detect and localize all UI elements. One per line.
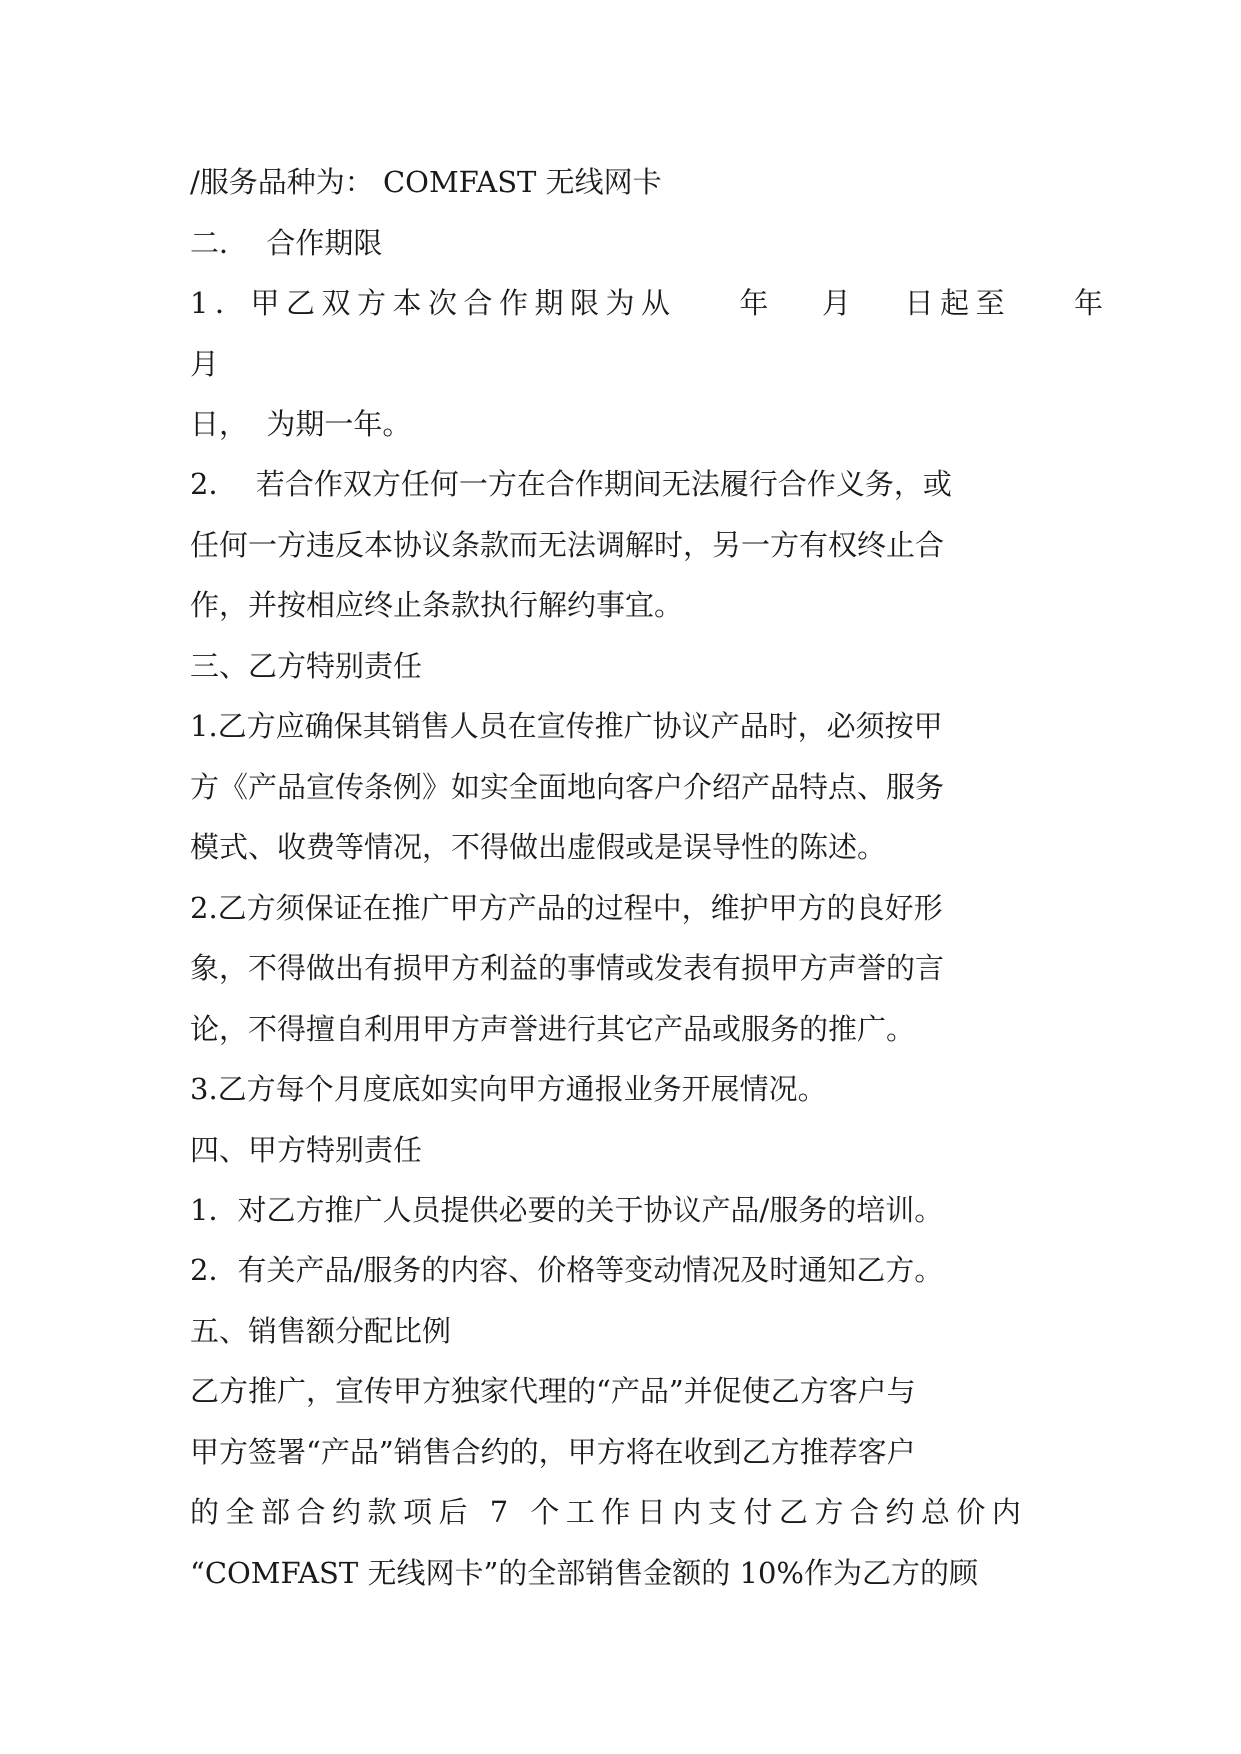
text-line: 月 xyxy=(190,347,220,381)
text-line: 作，并按相应终止条款执行解约事宜。 xyxy=(190,588,684,622)
text-line: 乙方推广，宣传甲方独家代理的“产品”并促使乙方客户与 xyxy=(190,1374,916,1408)
text-line: 论，不得擅自利用甲方声誉进行其它产品或服务的推广。 xyxy=(190,1012,916,1046)
text-line: 2．有关产品/服务的内容、价格等变动情况及时通知乙方。 xyxy=(190,1253,944,1287)
text-line: 1.乙方应确保其销售人员在宣传推广协议产品时，必须按甲 xyxy=(190,709,943,743)
text-line: 象，不得做出有损甲方利益的事情或发表有损甲方声誉的言 xyxy=(190,951,945,985)
text-line: 1．甲乙双方本次合作期限为从 年 月 日起至 年 xyxy=(190,286,1110,320)
text-line: 模式、收费等情况，不得做出虚假或是误导性的陈述。 xyxy=(190,830,887,864)
section-heading: 二． 合作期限 xyxy=(190,226,383,260)
text-line: “COMFAST 无线网卡”的全部销售金额的 10%作为乙方的顾 xyxy=(190,1556,978,1590)
text-line: 日， 为期一年。 xyxy=(190,407,412,441)
section-heading: 五、销售额分配比例 xyxy=(190,1314,452,1348)
text-line: 2． 若合作双方任何一方在合作期间无法履行合作义务，或 xyxy=(190,467,952,501)
section-heading: 三、乙方特别责任 xyxy=(190,649,423,683)
text-line: 甲方签署“产品”销售合约的，甲方将在收到乙方推荐客户 xyxy=(190,1435,916,1469)
text-line: 方《产品宣传条例》如实全面地向客户介绍产品特点、服务 xyxy=(190,770,945,804)
text-line: 任何一方违反本协议条款而无法调解时，另一方有权终止合 xyxy=(190,528,945,562)
text-line: /服务品种为： COMFAST 无线网卡 xyxy=(190,165,662,199)
text-line: 的全部合约款项后 7 个工作日内支付乙方合约总价内 xyxy=(190,1495,1028,1529)
text-line: 1．对乙方推广人员提供必要的关于协议产品/服务的培训。 xyxy=(190,1193,944,1227)
section-heading: 四、甲方特别责任 xyxy=(190,1133,423,1167)
text-line: 2.乙方须保证在推广甲方产品的过程中，维护甲方的良好形 xyxy=(190,891,943,925)
text-line: 3.乙方每个月度底如实向甲方通报业务开展情况。 xyxy=(190,1072,827,1106)
